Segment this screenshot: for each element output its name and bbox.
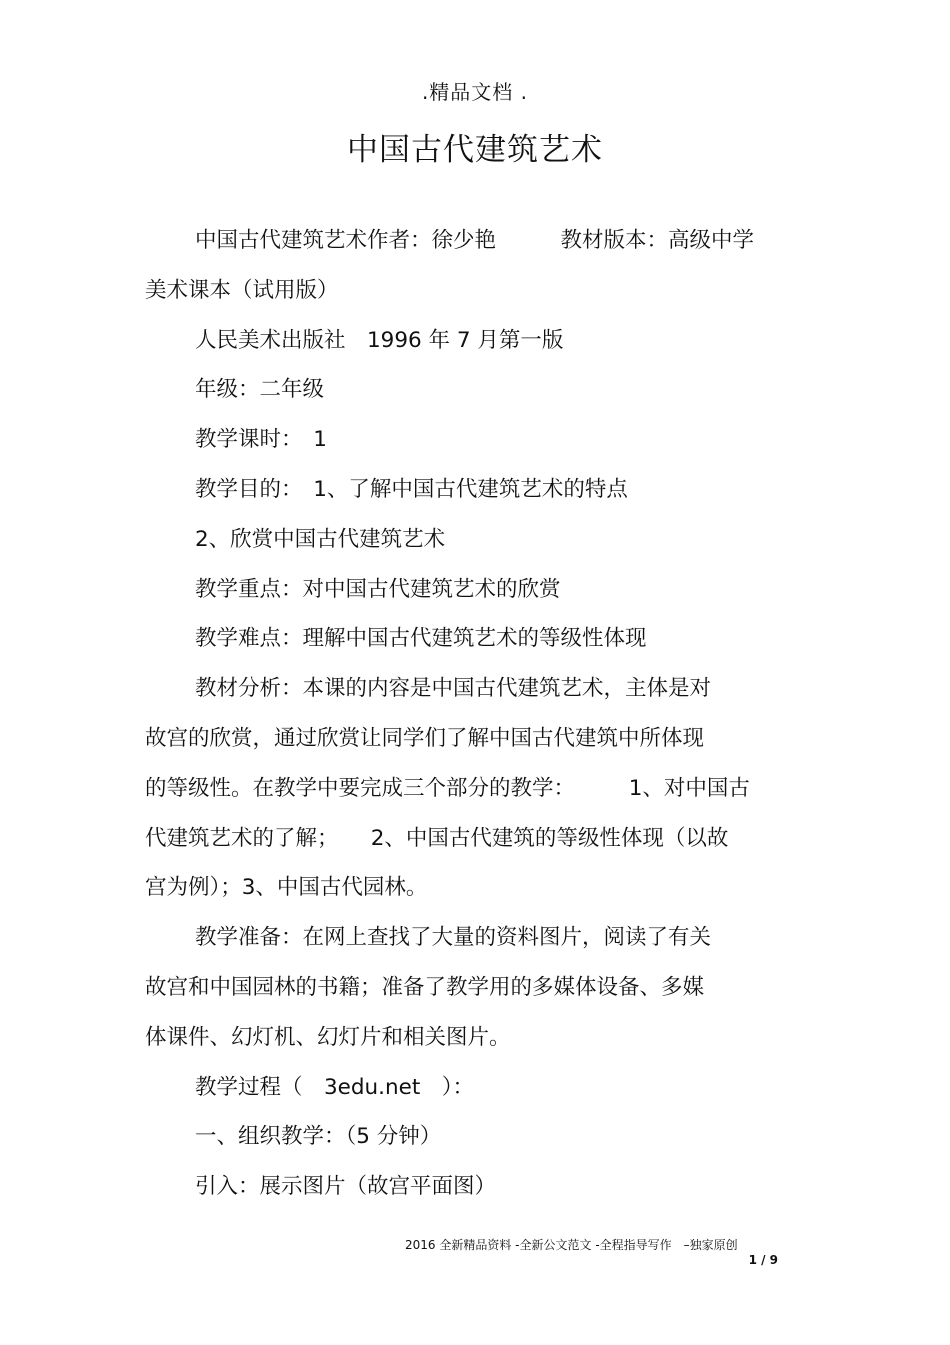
- paragraph-line: 2、欣赏中国古代建筑艺术: [195, 526, 446, 552]
- paragraph-line: 的等级性。在教学中要完成三个部分的教学： 1、对中国古: [145, 775, 750, 801]
- paragraph-line: 教学难点：理解中国古代建筑艺术的等级性体现: [195, 626, 647, 652]
- paragraph-line: 年级：二年级: [195, 377, 325, 403]
- paragraph-line: 宫为例）；3、中国古代园林。: [145, 875, 428, 901]
- paragraph-line: 一、组织教学：（5 分钟）: [195, 1124, 442, 1150]
- paragraph-line: 体课件、幻灯机、幻灯片和相关图片。: [145, 1024, 511, 1050]
- paragraph-line: 人民美术出版社 1996 年 7 月第一版: [195, 327, 564, 353]
- paragraph-line: 教学准备：在网上查找了大量的资料图片，阅读了有关: [195, 925, 712, 951]
- paragraph-line: 教学重点：对中国古代建筑艺术的欣赏: [195, 576, 561, 602]
- paragraph-line: 教材分析：本课的内容是中国古代建筑艺术，主体是对: [195, 676, 712, 702]
- document-body: [145, 216, 795, 1212]
- paragraph-line: 故宫和中国园林的书籍；准备了教学用的多媒体设备、多媒: [145, 974, 705, 1000]
- paragraph-line: 教学课时： 1: [195, 427, 327, 453]
- paragraph-line: 教学目的： 1、了解中国古代建筑艺术的特点: [195, 476, 628, 502]
- paragraph-line: 引入：展示图片（故宫平面图）: [195, 1174, 497, 1200]
- page-header: .精品文档 .: [421, 80, 529, 104]
- paragraph-line: 教学过程（ 3edu.net ）：: [195, 1074, 475, 1100]
- paragraph-line: 故宫的欣赏，通过欣赏让同学们了解中国古代建筑中所体现: [145, 725, 705, 751]
- footer-note: 2016 全新精品资料 -全新公文范文 -全程指导写作 –独家原创: [405, 1238, 738, 1252]
- paragraph-line: 代建筑艺术的了解； 2、中国古代建筑的等级性体现（以故: [145, 825, 729, 851]
- paragraph-line: 美术课本（试用版）: [145, 277, 339, 303]
- document-title: 中国古代建筑艺术: [347, 132, 603, 168]
- paragraph-line: 中国古代建筑艺术作者：徐少艳 教材版本：高级中学: [195, 228, 755, 253]
- page-number: 1 / 9: [748, 1253, 778, 1267]
